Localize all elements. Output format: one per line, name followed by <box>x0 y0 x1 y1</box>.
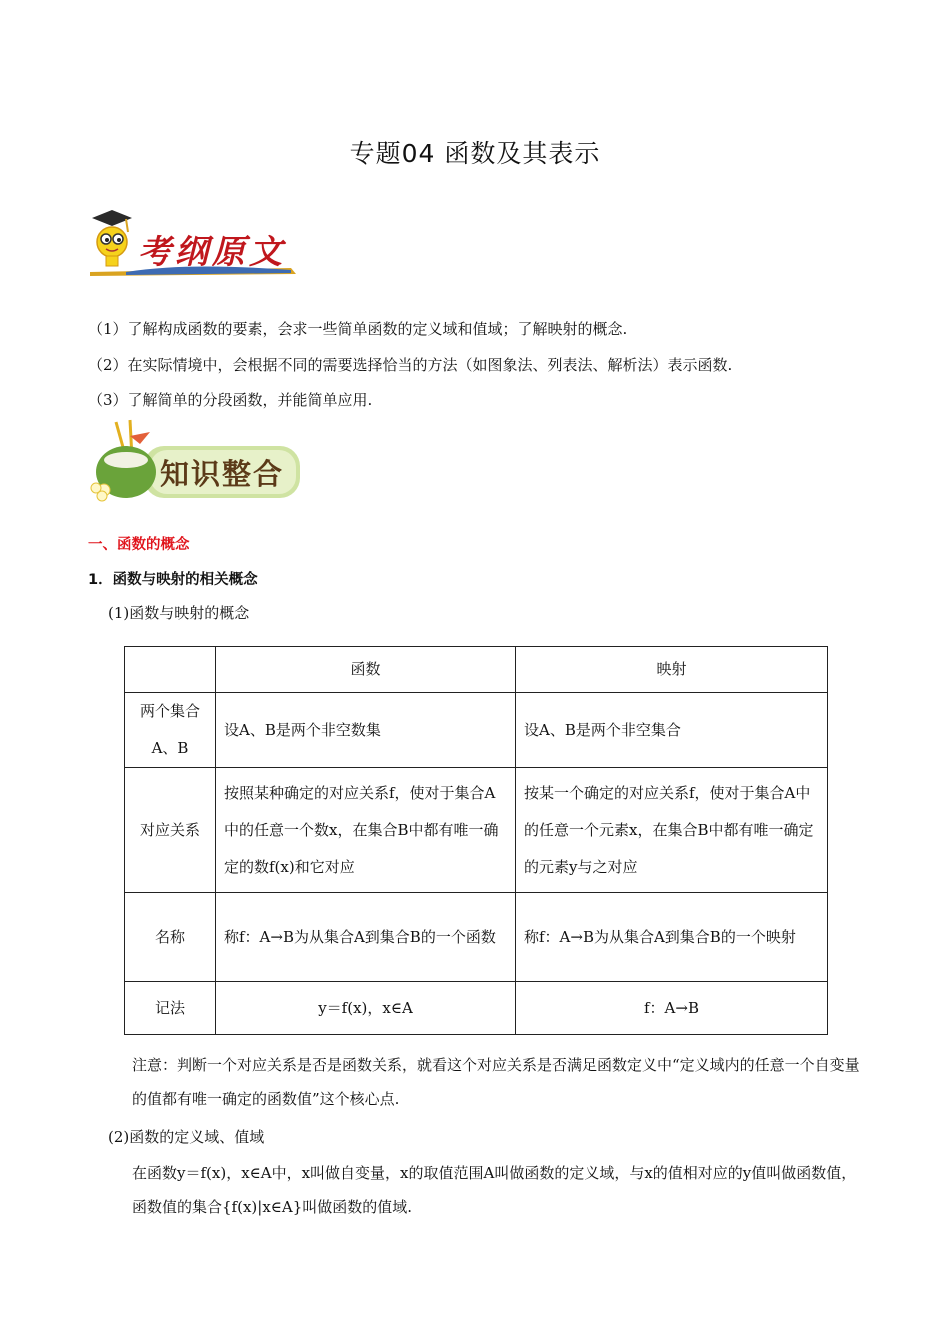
note-paragraph: 注意：判断一个对应关系是否是函数关系，就看这个对应关系是否满足函数定义中“定义域内的任意一个自变量的值都有唯一确定的函数值”这个核心点. <box>132 1056 860 1108</box>
function-cell: 按照某种确定的对应关系f，使对于集合A中的任意一个数x，在集合B中都有唯一确定的数f(x)和它对应 <box>216 768 516 893</box>
row-label: 两个集合A、B <box>125 693 216 768</box>
mapping-cell: f：A→B <box>516 982 828 1035</box>
section-heading: 一、函数的概念 <box>88 537 190 553</box>
outline-item-3: （3）了解简单的分段函数，并能简单应用. <box>88 391 373 409</box>
mapping-cell: 按某一个确定的对应关系f，使对于集合A中的任意一个元素x，在集合B中都有唯一确定的元素y与之对应 <box>516 768 828 893</box>
table-header-cell <box>125 647 216 693</box>
table-header-cell: 映射 <box>516 647 828 693</box>
function-cell: y＝f(x)，x∈A <box>216 982 516 1035</box>
mapping-cell: 称f：A→B为从集合A到集合B的一个映射 <box>516 893 828 982</box>
row-label: 对应关系 <box>125 768 216 893</box>
page-title: 专题04 函数及其表示 <box>349 139 601 168</box>
mapping-cell: 设A、B是两个非空集合 <box>516 693 828 768</box>
subsection-heading: 1．函数与映射的相关概念 <box>88 572 258 588</box>
knowledge-banner <box>88 418 304 504</box>
domain-range-paragraph: 在函数y＝f(x)，x∈A中，x叫做自变量，x的取值范围A叫做函数的定义域，与x的值相对应的y值叫做函数值，函数值的集合{f(x)|x∈A}叫做函数的值域. <box>132 1164 857 1216</box>
row-label: 名称 <box>125 893 216 982</box>
subsubsection-heading-2: (2)函数的定义域、值域 <box>108 1128 265 1146</box>
outline-banner <box>86 206 300 278</box>
subsubsection-heading: (1)函数与映射的概念 <box>108 604 250 622</box>
outline-banner-label: 考纲原文 <box>138 232 286 271</box>
row-label: 记法 <box>125 982 216 1035</box>
table-row <box>125 893 828 982</box>
table-row <box>125 982 828 1035</box>
table-row <box>125 768 828 893</box>
table-row <box>125 693 828 768</box>
outline-item-1: （1）了解构成函数的要素，会求一些简单函数的定义域和值域；了解映射的概念. <box>88 320 628 338</box>
outline-item-2: （2）在实际情境中，会根据不同的需要选择恰当的方法（如图象法、列表法、解析法）表示函数. <box>88 356 733 374</box>
knowledge-banner-label: 知识整合 <box>160 457 285 491</box>
table-header-row <box>125 647 828 693</box>
table-header-cell: 函数 <box>216 647 516 693</box>
function-cell: 设A、B是两个非空数集 <box>216 693 516 768</box>
function-cell: 称f：A→B为从集合A到集合B的一个函数 <box>216 893 516 982</box>
function-mapping-table <box>124 646 828 1035</box>
